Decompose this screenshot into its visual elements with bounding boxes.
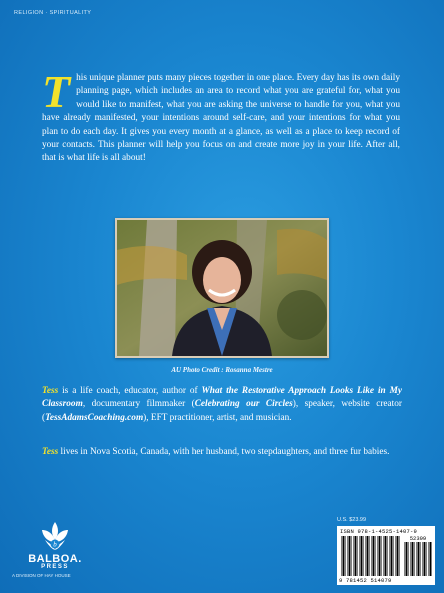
blurb-text: his unique planner puts many pieces together in one place. Every day has its own daily planning page, which includes an area to record what you are grateful for, what you would like to manifest, what you are asking the universe to handle for you, what you have already manifested, your intentions around self-care, and your intentions for what you plan to do each day. It gives you every month at a glance, as well as a place to keep record of your contacts. This planner will help you focus on and create more joy in your life. After all, that is what life is all about! bbox=[42, 73, 400, 164]
film-title: Celebrating our Circles bbox=[194, 399, 293, 410]
barcode-bars bbox=[341, 536, 401, 576]
publisher-sub: PRESS bbox=[41, 564, 69, 570]
bio-text: , documentary filmmaker ( bbox=[82, 399, 195, 410]
isbn-number: 9 781452 514079 bbox=[339, 577, 392, 584]
author-photo bbox=[115, 218, 329, 358]
isbn-label: ISBN 978-1-4525-1407-9 bbox=[340, 528, 418, 535]
bio-text: lives in Nova Scotia, Canada, with her husband, two stepdaughters, and three fur babies. bbox=[58, 447, 390, 457]
author-name: Tess bbox=[42, 447, 59, 457]
price-label: U.S. $23.99 bbox=[337, 517, 367, 523]
svg-text:b: b bbox=[53, 540, 57, 549]
website: TessAdamsCoaching.com bbox=[45, 412, 144, 423]
drop-cap: T bbox=[42, 66, 71, 117]
bio-text: ), EFT practitioner, artist, and musician. bbox=[143, 412, 292, 423]
book-title: What the Restorative Approach Looks Like in My Classroom bbox=[42, 386, 402, 410]
barcode-block bbox=[337, 517, 435, 585]
category-label: RELIGION · SPIRITUALITY bbox=[14, 10, 92, 16]
author-bio bbox=[42, 385, 402, 425]
author-residence bbox=[42, 446, 402, 459]
barcode bbox=[337, 526, 435, 585]
publisher-name: BALBOA. bbox=[28, 553, 82, 565]
bio-text: ), speaker, website creator ( bbox=[42, 399, 402, 423]
author-portrait-image bbox=[117, 220, 327, 356]
addon-bars bbox=[404, 542, 432, 576]
publisher-tagline: A DIVISION OF HAY HOUSE bbox=[12, 573, 71, 578]
cover-blurb bbox=[42, 66, 400, 166]
addon-number: 52399 bbox=[409, 535, 427, 542]
author-name: Tess bbox=[42, 386, 59, 396]
bio-text: is a life coach, educator, author of bbox=[58, 386, 202, 396]
publisher-logo bbox=[10, 520, 100, 578]
photo-credit: AU Photo Credit : Rosanna Mestre bbox=[171, 366, 273, 374]
lotus-icon bbox=[39, 520, 71, 552]
